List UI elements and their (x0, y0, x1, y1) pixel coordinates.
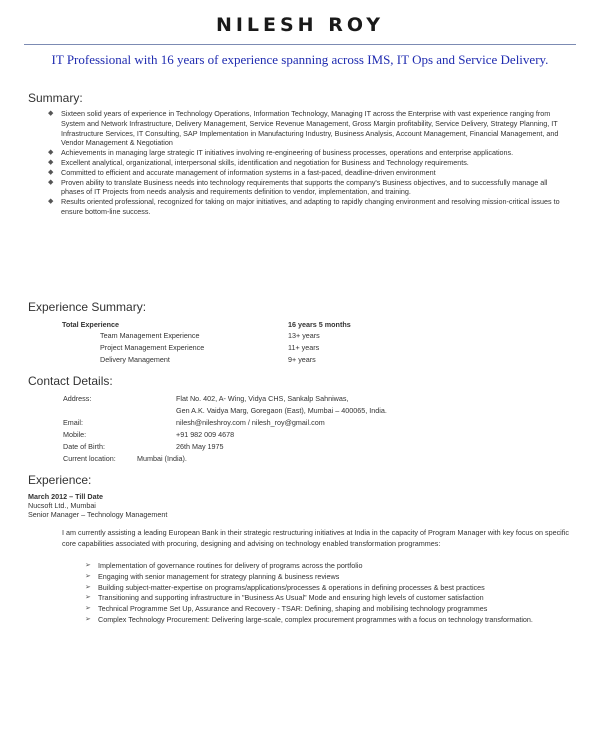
experience-list (85, 561, 570, 626)
diamond-bullet-icon: ◆ (48, 178, 54, 186)
experience-summary-heading: Experience Summary: (28, 300, 147, 314)
professional-tagline: IT Professional with 16 years of experience spanning across IMS, IT Ops and Service Delivery. (51, 52, 549, 67)
list-item: ◆ Committed to efficient and accurate management of information systems in a fast-paced, deadline-driven environment (48, 167, 436, 177)
list-item: ➢ Complex Technology Procurement: Delivering large-scale, complex procurement programmes with a focus on technology transformation. (85, 614, 533, 624)
email-label: Email: (63, 418, 83, 427)
company-name: Nucsoft Ltd., Mumbai (28, 501, 96, 510)
job-intro: I am currently assisting a leading European Bank in their strategic restructuring initiatives at India in the capacity of Program Manager with key focus on specific core capabilities associated with procuring, designing and advising on technology enabled transformation programmes: (62, 528, 569, 548)
mobile-value: +91 982 009 4678 (176, 430, 235, 439)
job-period: March 2012 – Till Date (28, 492, 103, 501)
experience-heading: Experience: (28, 473, 92, 487)
list-item: ➢ Engaging with senior management for strategy planning & business reviews (85, 571, 340, 581)
arrow-bullet-icon: ➢ (85, 583, 91, 591)
address-label: Address: (63, 394, 92, 403)
contact-details-heading: Contact Details: (28, 374, 113, 388)
list-item: ◆ Results oriented professional, recognized for taking on major initiatives, and adapting to rapidly changing environment and resolving mission-critical issues to ensure bottom-line success. (48, 197, 560, 216)
team-management-value: 13+ years (288, 331, 320, 340)
summary-heading: Summary: (28, 91, 83, 105)
arrow-bullet-icon: ➢ (85, 572, 91, 580)
diamond-bullet-icon: ◆ (48, 168, 54, 176)
arrow-bullet-icon: ➢ (85, 605, 91, 613)
mobile-label: Mobile: (63, 430, 87, 439)
delivery-management-value: 9+ years (288, 355, 316, 364)
dob-value: 26th May 1975 (176, 442, 224, 451)
diamond-bullet-icon: ◆ (48, 158, 54, 166)
dob-label: Date of Birth: (63, 442, 105, 451)
delivery-management-label: Delivery Management (100, 355, 170, 364)
arrow-bullet-icon: ➢ (85, 562, 91, 569)
diamond-bullet-icon: ◆ (48, 110, 54, 117)
job-role: Senior Manager – Technology Management (28, 510, 168, 519)
list-item: ◆ Proven ability to translate Business needs into technology requirements that supports the company's Business objectives, and to successfully manage all phases of IT Projects from needs analysis and requirements definition to vendor, implementation, and training. (48, 177, 548, 197)
project-management-label: Project Management Experience (100, 343, 205, 352)
address-line-1: Flat No. 402, A- Wing, Vidya CHS, Sankalp Sahniwas, (176, 394, 349, 403)
diamond-bullet-icon: ◆ (48, 149, 54, 157)
list-item: ◆ Sixteen solid years of experience in Technology Operations, Information Technology, Managing IT across the Enterprise with vast experience ranging from System and Network Infrastructure, Delivery Management, Service Revenue Management, Gross Margin profitability, Service Delivery, Strategy Planning, IT Infrastructure Services, IT Consulting, SAP Implementation in Manufacturing Industry, Business Analysis, Account Management, Financial Management, and Vendor Management & Negotiation (48, 109, 559, 148)
address-line-2: Gen A.K. Vaidya Marg, Goregaon (East), Mumbai – 400065, India. (176, 406, 387, 415)
header-divider (24, 44, 576, 45)
diamond-bullet-icon: ◆ (48, 198, 54, 206)
list-item: ➢ Transitioning and supporting infrastructure in "Business As Usual" Mode and ensuring high levels of customer satisfaction (85, 593, 484, 603)
arrow-bullet-icon: ➢ (85, 594, 91, 602)
list-item: ◆ Excellent analytical, organizational, interpersonal skills, identification and negotiation for Business and Technology requirements. (48, 157, 469, 167)
list-item: ◆ Achievements in managing large strategic IT initiatives involving re-engineering of business processes, operations and enterprise applications. (48, 148, 514, 158)
candidate-name: NILESH ROY (215, 14, 385, 36)
list-item: ➢ Building subject-matter-expertise on programs/applications/processes & operations in defining processes & best practices (85, 582, 485, 592)
current-location-label: Current location: (63, 454, 116, 463)
list-item: ➢ Implementation of governance routines for delivery of programs across the portfolio (85, 561, 363, 570)
team-management-label: Team Management Experience (100, 331, 200, 340)
email-value: nilesh@nileshroy.com / nilesh_roy@gmail.com (176, 418, 325, 427)
current-location-value: Mumbai (India). (137, 454, 187, 463)
total-experience-value: 16 years 5 months (288, 320, 351, 329)
project-management-value: 11+ years (288, 343, 320, 352)
summary-list (48, 109, 570, 217)
list-item: ➢ Technical Programme Set Up, Assurance and Recovery - TSAR: Defining, shaping and mobilising technology programmes (85, 604, 488, 614)
total-experience-label: Total Experience (62, 320, 119, 329)
arrow-bullet-icon: ➢ (85, 615, 91, 623)
